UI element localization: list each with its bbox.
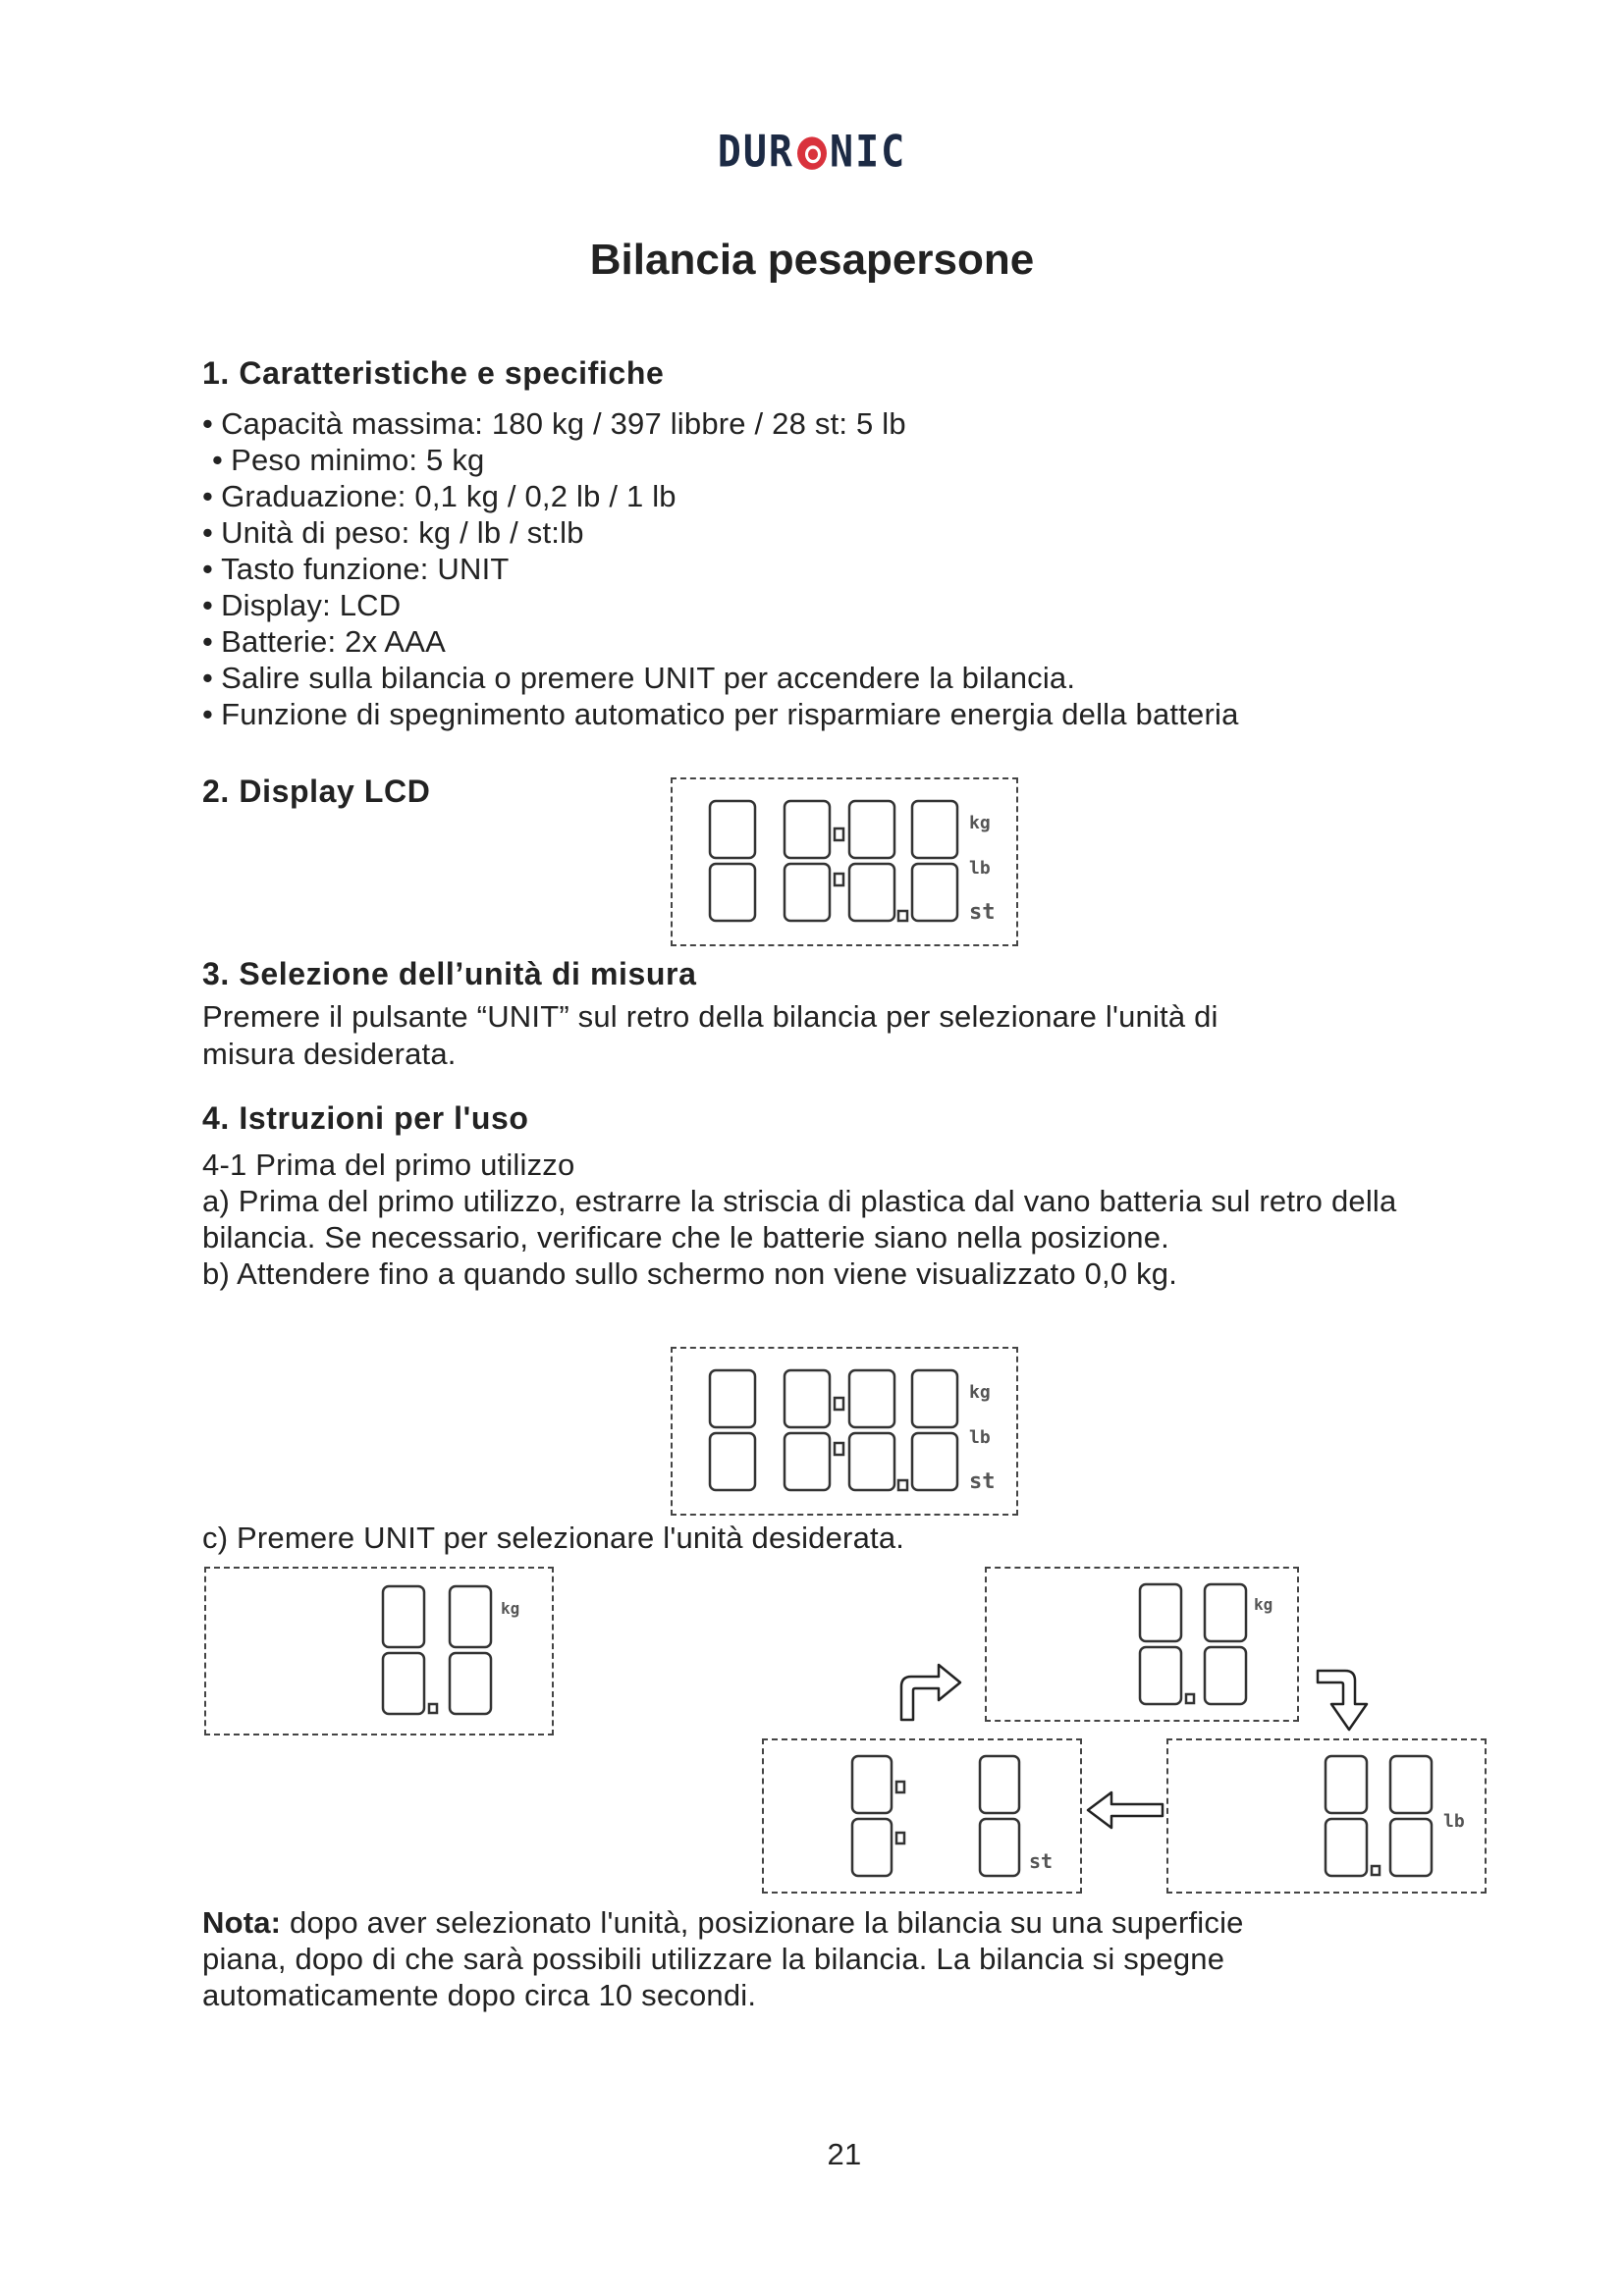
section-3-text-line: Premere il pulsante “UNIT” sul retro della bilancia per selezionare l'unità di [202, 999, 1218, 1034]
instruction-a-line: a) Prima del primo utilizzo, estrarre la striscia di plastica dal vano batteria sul retro della [202, 1184, 1397, 1218]
brand-logo-text-post: NIC [830, 127, 907, 178]
lcd-digits-graphic [206, 1569, 552, 1734]
digit-8 [710, 801, 755, 921]
page-number: 21 [827, 2137, 862, 2171]
power-icon [797, 136, 827, 170]
lcd-display-kg-initial [204, 1567, 554, 1735]
lcd-digits-graphic [987, 1569, 1297, 1720]
brand-logo-text-pre: DUR [717, 127, 794, 178]
subheading-first-use: 4-1 Prima del primo utilizzo [202, 1148, 575, 1182]
unit-kg-label: kg [969, 813, 991, 833]
section-2-heading: 2. Display LCD [202, 774, 431, 809]
spec-item: • Batterie: 2x AAA [202, 623, 1239, 660]
note-line [202, 1904, 1244, 1941]
lcd-display-full [671, 777, 1018, 946]
spec-item: • Peso minimo: 5 kg [202, 442, 1239, 478]
section-3-heading: 3. Selezione dell’unità di misura [202, 956, 697, 991]
section-3-text-line: misura desiderata. [202, 1037, 457, 1071]
section-1-heading: 1. Caratteristiche e specifiche [202, 355, 665, 391]
spec-item: • Display: LCD [202, 587, 1239, 623]
lcd-display-full [671, 1347, 1018, 1516]
instruction-b: b) Attendere fino a quando sullo schermo non viene visualizzato 0,0 kg. [202, 1256, 1178, 1291]
note-label: Nota: [202, 1905, 282, 1940]
section-4-heading: 4. Istruzioni per l'uso [202, 1100, 529, 1136]
brand-logo [0, 127, 1624, 178]
instruction-a-line: bilancia. Se necessario, verificare che le batterie siano nella posizione. [202, 1220, 1169, 1255]
arrow-right-down-icon [1316, 1665, 1379, 1735]
unit-lb-label: lb [969, 1427, 991, 1448]
instruction-c: c) Premere UNIT per selezionare l'unità desiderata. [202, 1521, 905, 1555]
note-line: automaticamente dopo circa 10 secondi. [202, 1978, 757, 2012]
spec-item: • Salire sulla bilancia o premere UNIT per accendere la bilancia. [202, 660, 1239, 696]
lcd-digits-graphic [673, 1349, 1016, 1514]
unit-st-label: st [1029, 1849, 1054, 1873]
unit-lb-label: lb [1443, 1811, 1465, 1832]
spec-item: • Capacità massima: 180 kg / 397 libbre / 28 st: 5 lb [202, 405, 1239, 442]
unit-kg-label: kg [969, 1382, 991, 1403]
lcd-digits-graphic [764, 1740, 1080, 1892]
unit-st-label: st [969, 900, 996, 925]
lcd-digits-graphic [673, 779, 1016, 944]
unit-kg-label: kg [1254, 1595, 1273, 1614]
spec-item: • Funzione di spegnimento automatico per risparmiare energia della batteria [202, 696, 1239, 732]
unit-lb-label: lb [969, 858, 991, 879]
arrow-up-right-icon [895, 1659, 966, 1722]
spec-list [202, 405, 1239, 732]
note-text: dopo aver selezionato l'unità, posizionare la bilancia su una superficie [281, 1905, 1244, 1940]
lcd-digits-graphic [1168, 1740, 1485, 1892]
page-title: Bilancia pesapersone [589, 236, 1035, 284]
lcd-display-st [762, 1738, 1082, 1894]
spec-item: • Graduazione: 0,1 kg / 0,2 lb / 1 lb [202, 478, 1239, 514]
arrow-left-icon [1084, 1787, 1166, 1834]
lcd-display-lb [1166, 1738, 1487, 1894]
spec-item: • Tasto funzione: UNIT [202, 551, 1239, 587]
spec-item: • Unità di peso: kg / lb / st:lb [202, 514, 1239, 551]
lcd-display-kg [985, 1567, 1299, 1722]
note-line: piana, dopo di che sarà possibili utilizzare la bilancia. La bilancia si spegne [202, 1942, 1225, 1976]
unit-st-label: st [969, 1469, 996, 1494]
unit-kg-label: kg [501, 1599, 520, 1618]
